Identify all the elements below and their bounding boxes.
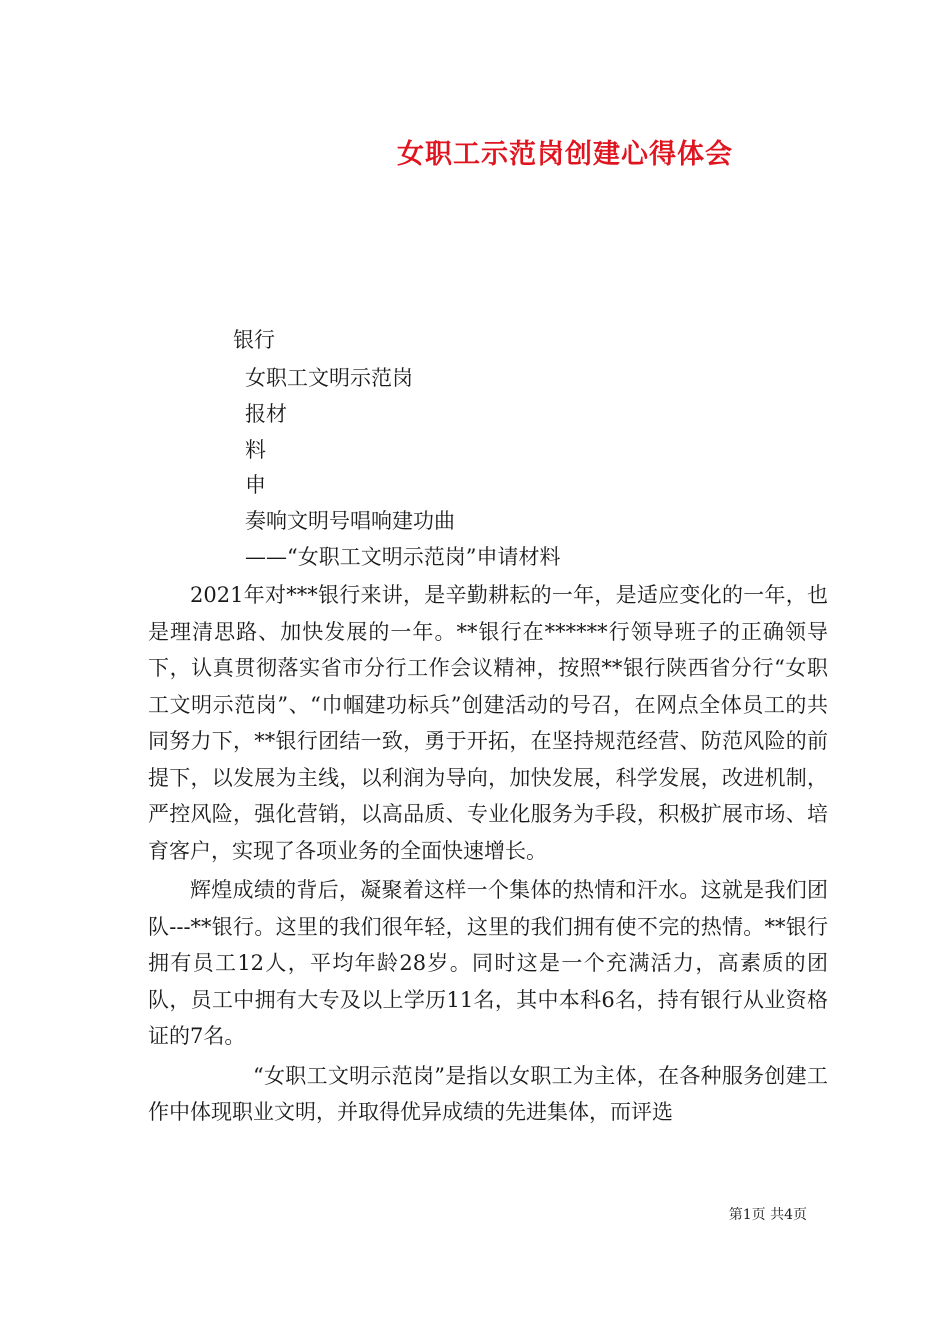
header-line-apply: 申 bbox=[245, 473, 266, 497]
body-paragraph: 辉煌成绩的背后，凝聚着这样一个集体的热情和汗水。这就是我们团队---**银行。这里的我们很年轻，这里的我们拥有使不完的热情。**银行拥有员工12人，平均年龄28岁。同时这是一个充满活力，高素质的团队，员工中拥有大专及以上学历11名，其中本科6名，持有银行从业资格证的7名。 bbox=[148, 878, 828, 1048]
document-body bbox=[148, 577, 828, 1131]
header-line-demo-post: 女职工文明示范岗 bbox=[245, 366, 413, 390]
subtitle-line: 奏响文明号唱响建功曲 bbox=[245, 509, 455, 533]
header-line-report: 报材 bbox=[245, 402, 287, 426]
body-paragraph: 2021年对***银行来讲，是辛勤耕耘的一年，是适应变化的一年，也是理清思路、加快发展的一年。**银行在******行领导班子的正确领导下，认真贯彻落实省市分行工作会议精神，按照**银行陕西省分行“女职工文明示范岗”、“巾帼建功标兵”创建活动的号召，在网点全体员工的共同努力下，**银行团结一致，勇于开拓，在坚持规范经营、防范风险的前提下，以发展为主线，以利润为导向，加快发展，科学发展，改进机制，严控风险，强化营销，以高品质、专业化服务为手段，积极扩展市场、培育客户，实现了各项业务的全面快速增长。 bbox=[148, 583, 828, 863]
body-paragraph: “女职工文明示范岗”是指以女职工为主体，在各种服务创建工作中体现职业文明，并取得优异成绩的先进集体，而评选 bbox=[148, 1063, 828, 1124]
subtitle-application: ——“女职工文明示范岗”申请材料 bbox=[245, 545, 561, 569]
header-line-material: 料 bbox=[245, 438, 266, 462]
page-footer: 第1页 共4页 bbox=[728, 1207, 807, 1223]
document-title: 女职工示范岗创建心得体会 bbox=[397, 139, 733, 170]
header-line-bank: 银行 bbox=[233, 328, 275, 352]
